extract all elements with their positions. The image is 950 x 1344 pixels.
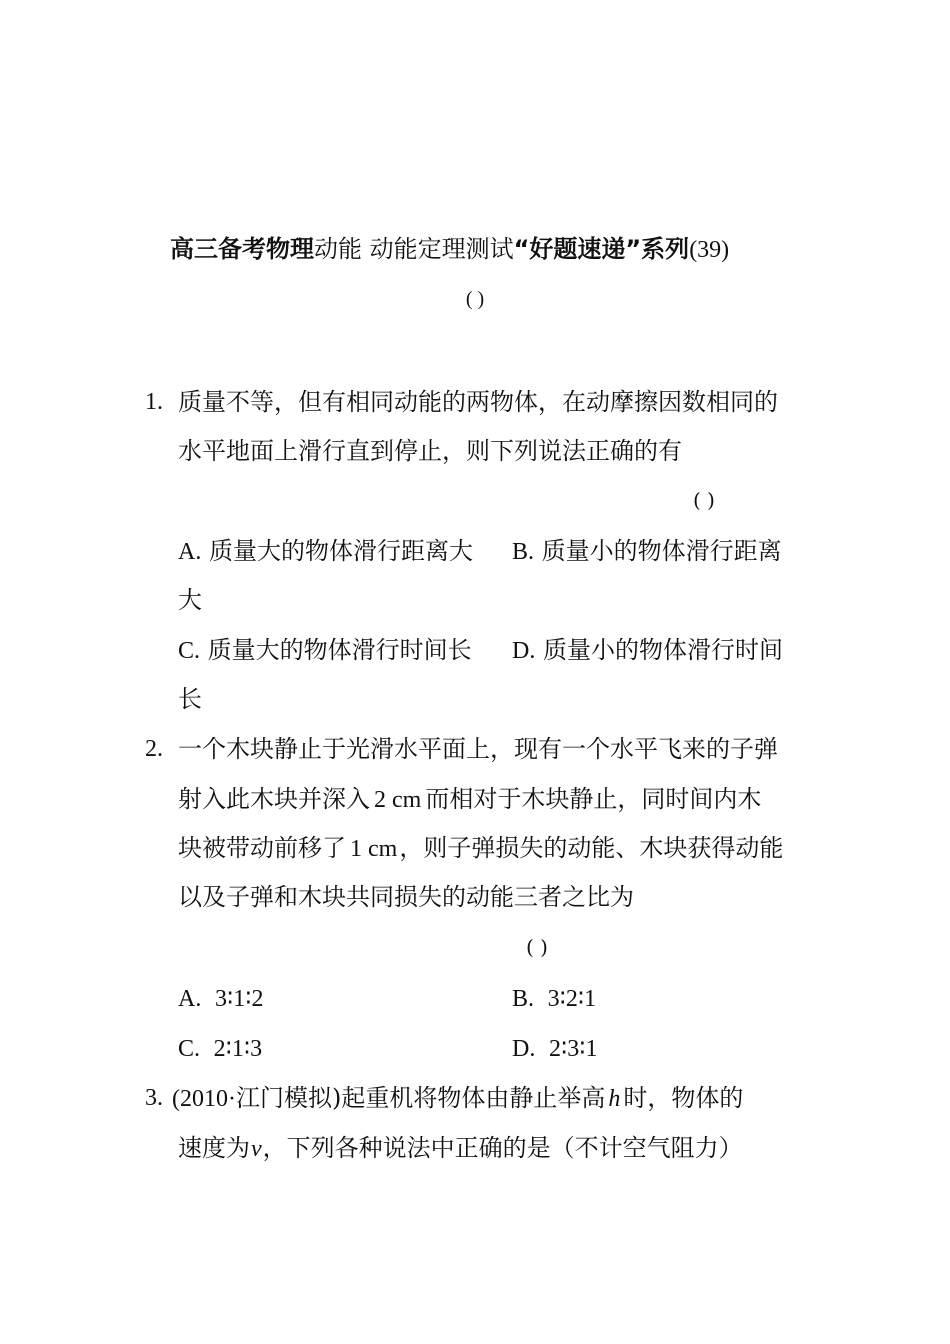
option-text: 3∶1∶2	[214, 986, 264, 1012]
option-b	[512, 983, 596, 1014]
option-d	[512, 1033, 597, 1064]
title-part-3: “好题速递”系列	[513, 235, 690, 263]
option-text: 质量小的物体滑行时间	[542, 636, 783, 664]
option-c	[178, 635, 472, 666]
option-a	[178, 536, 473, 567]
title-part-2: 动能 动能定理测试	[314, 235, 514, 263]
option-d-wrap: 长	[178, 685, 202, 713]
question-stem-line	[178, 784, 761, 815]
stem-text: 块被带动前移了	[178, 834, 346, 862]
document-title	[170, 229, 830, 270]
stem-quantity: 1 cm	[350, 836, 398, 862]
option-a	[178, 983, 263, 1014]
option-text: 2∶3∶1	[548, 1036, 598, 1062]
option-text: 3∶2∶1	[547, 986, 597, 1012]
stem-text: ，下列各种说法中正确的是（不计空气阻力）	[262, 1134, 743, 1162]
question-stem-line: 以及子弹和木块共同损失的动能三者之比为	[178, 883, 634, 911]
question-stem-line: 质量不等，但有相同动能的两物体，在动摩擦因数相同的	[178, 388, 778, 416]
option-label: D.	[512, 1036, 536, 1062]
stem-text: ，则子弹损失的动能、木块获得动能	[399, 834, 784, 862]
stem-text: 射入此木块并深入	[178, 785, 370, 813]
question-number: 1.	[145, 389, 163, 415]
stem-source: (2010·	[172, 1086, 236, 1112]
question-stem-line: 水平地面上滑行直到停止，则下列说法正确的有	[178, 437, 682, 465]
option-text: 质量大的物体滑行距离大	[208, 537, 473, 565]
question-stem-line	[172, 1083, 743, 1114]
question-stem-line	[178, 1133, 743, 1164]
option-d	[512, 635, 783, 666]
option-label: A.	[178, 986, 202, 1012]
stem-variable: v	[251, 1136, 262, 1162]
option-b	[512, 536, 782, 567]
stem-source-name: 江门模拟	[235, 1084, 332, 1112]
option-label: A.	[178, 539, 202, 565]
stem-variable: h	[608, 1086, 621, 1112]
question-number: 2.	[145, 736, 163, 762]
option-label: B.	[512, 539, 535, 565]
stem-text: 而相对于木块静止，同时间内木	[425, 785, 762, 813]
option-text: 2∶1∶3	[213, 1036, 263, 1062]
answer-blank: ( )	[526, 935, 548, 959]
stem-text: )起重机将物体由静止举高	[331, 1084, 606, 1112]
option-label: C.	[178, 638, 201, 664]
question-stem-line	[178, 833, 783, 864]
answer-blank: ( )	[693, 488, 715, 512]
question-number: 3.	[145, 1085, 163, 1111]
option-b-wrap: 大	[178, 586, 202, 614]
document-subtitle: ( )	[465, 288, 485, 310]
title-part-4: (39)	[689, 237, 730, 263]
stem-text: 速度为	[178, 1134, 250, 1162]
option-label: B.	[512, 986, 535, 1012]
option-text: 质量大的物体滑行时间长	[207, 636, 472, 664]
option-text: 质量小的物体滑行距离	[541, 537, 782, 565]
option-label: D.	[512, 638, 536, 664]
option-c	[178, 1033, 262, 1064]
option-label: C.	[178, 1036, 201, 1062]
stem-text: 时，物体的	[623, 1084, 744, 1112]
question-stem-line: 一个木块静止于光滑水平面上，现有一个水平飞来的子弹	[178, 735, 778, 763]
title-part-1: 高三备考物理	[170, 235, 314, 263]
stem-quantity: 2 cm	[374, 787, 422, 813]
